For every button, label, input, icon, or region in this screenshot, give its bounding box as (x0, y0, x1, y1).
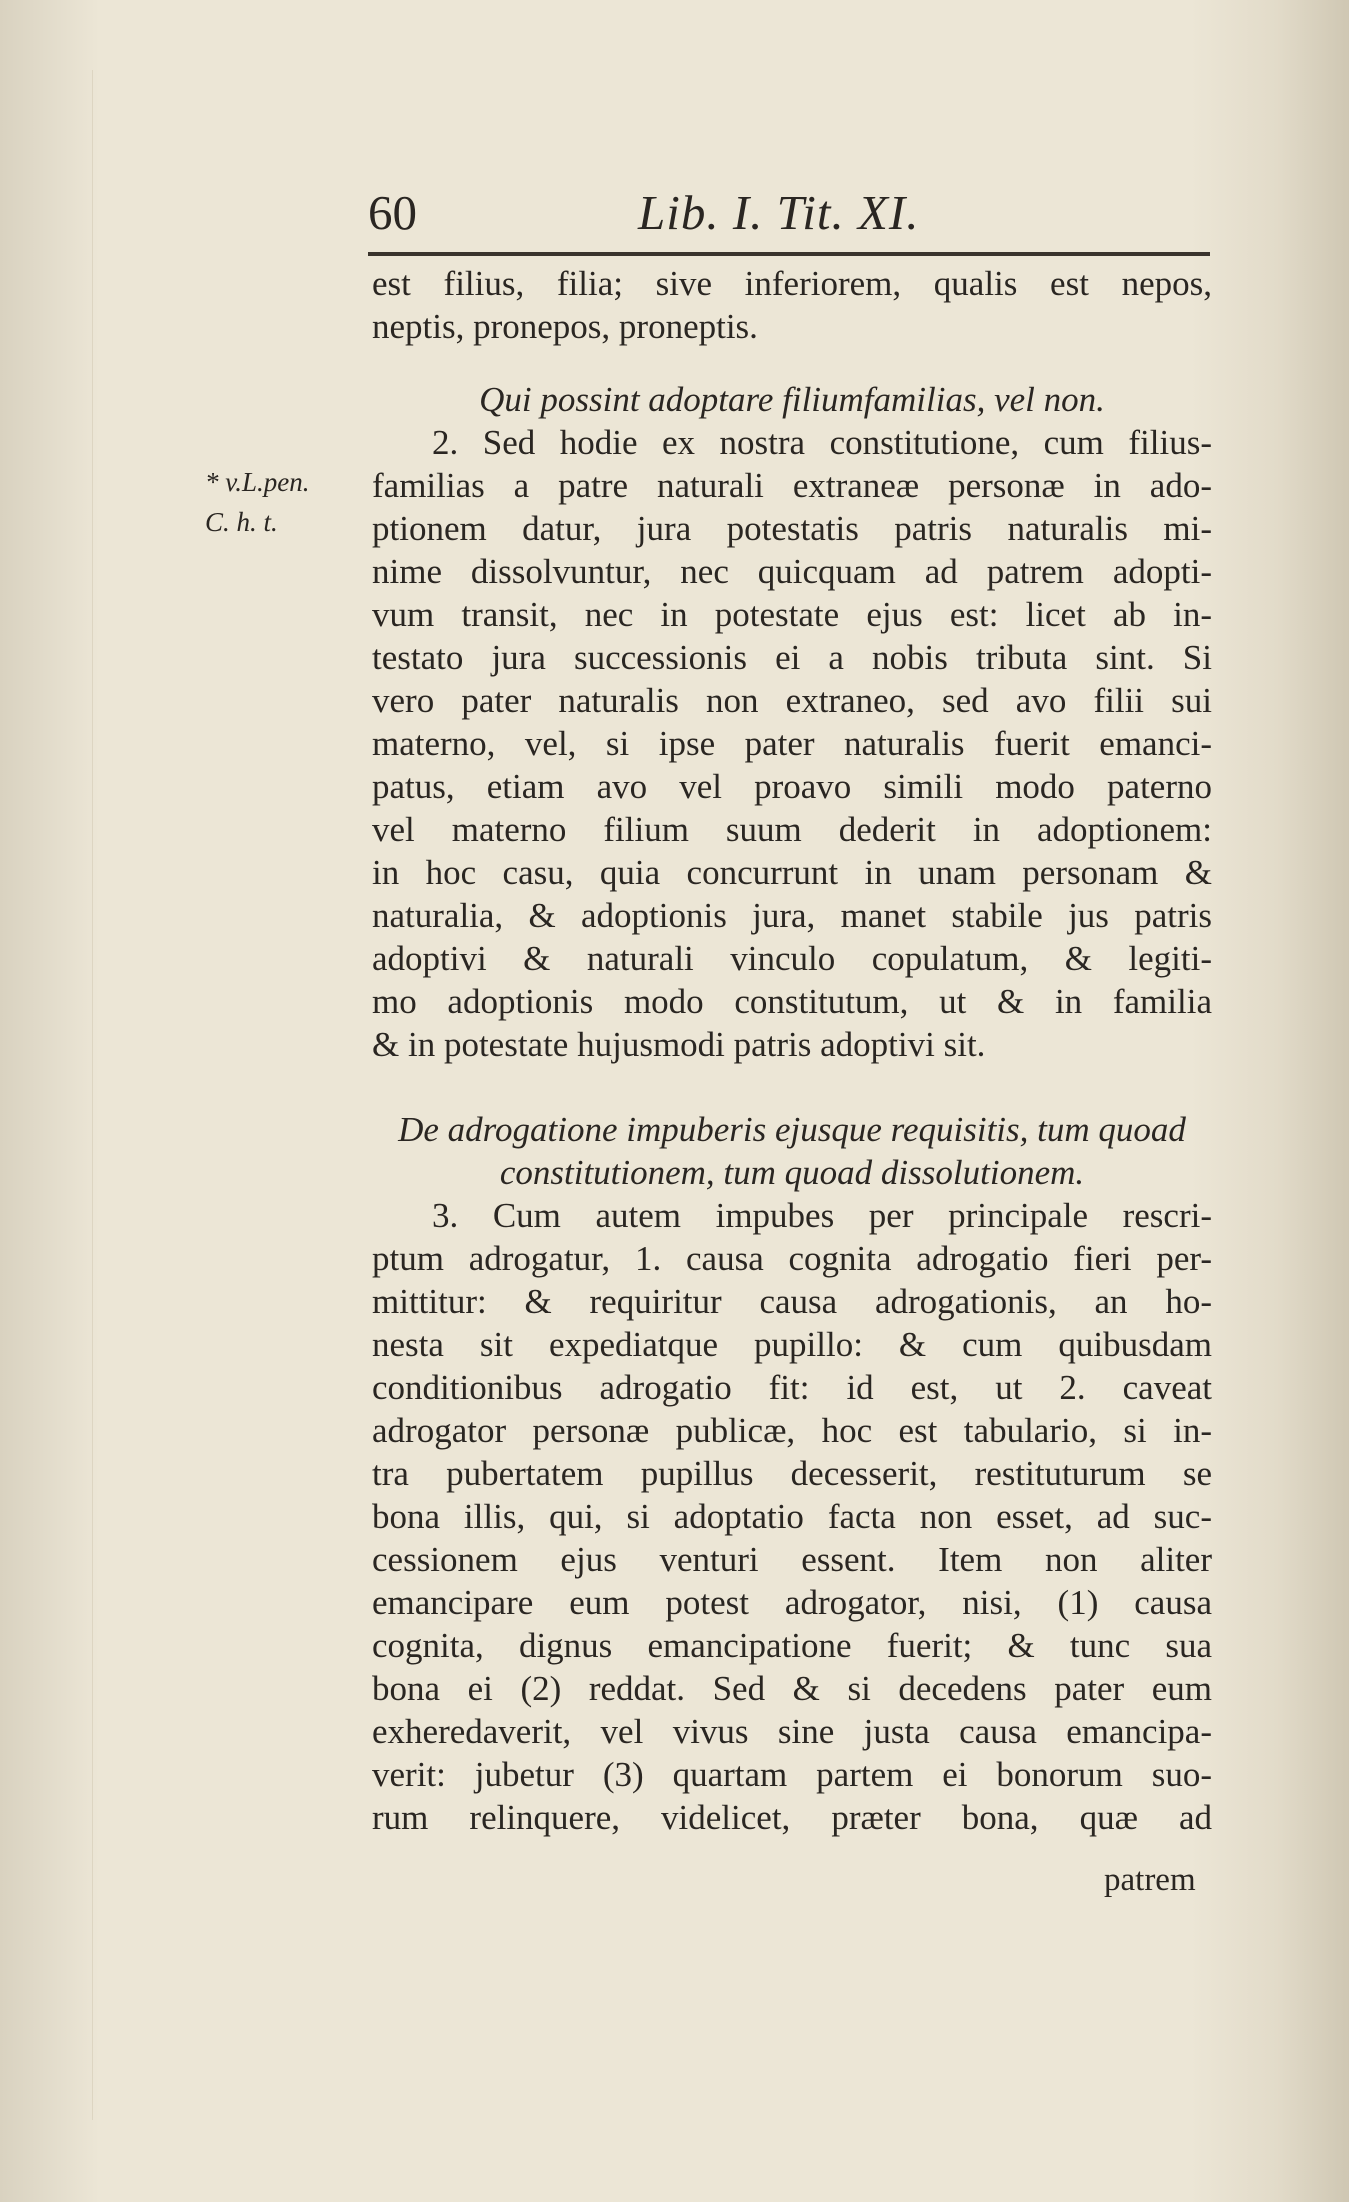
text-line: conditionibus adrogatio fit: id est, ut 2. caveat (372, 1368, 1212, 1407)
margin-note (205, 462, 365, 542)
text-line: in hoc casu, quia concurrunt in unam personam & (372, 853, 1212, 892)
text-block (372, 262, 1212, 1839)
paragraph-2 (372, 421, 1212, 1066)
text-line: nime dissolvuntur, nec quicquam ad patrem adopti- (372, 552, 1212, 591)
text-line: ptum adrogatur, 1. causa cognita adrogatio fieri per- (372, 1239, 1212, 1278)
margin-note-line: C. h. t. (205, 507, 278, 537)
text-line: vel materno filium suum dederit in adoptionem: (372, 810, 1212, 849)
text-line: 3. Cum autem impubes per principale rescri- (432, 1196, 1212, 1235)
text-line: 2. Sed hodie ex nostra constitutione, cum filius- (432, 423, 1212, 462)
text-line: materno, vel, si ipse pater naturalis fuerit emanci- (372, 724, 1212, 763)
text-line: patus, etiam avo vel proavo simili modo paterno (372, 767, 1212, 806)
text-line: verit: jubetur (3) quartam partem ei bonorum suo- (372, 1755, 1212, 1794)
text-line: est filius, filia; sive inferiorem, qualis est nepos, (372, 264, 1212, 303)
text-line: bona ei (2) reddat. Sed & si decedens pater eum (372, 1669, 1212, 1708)
section-heading: Qui possint adoptare filiumfamilias, vel non. (479, 380, 1105, 419)
text-line: vero pater naturalis non extraneo, sed avo filii sui (372, 681, 1212, 720)
running-head: Lib. I. Tit. XI. (638, 185, 920, 240)
catchword: patrem (1104, 1862, 1196, 1898)
section-heading: De adrogatione impuberis ejusque requisitis, tum quoad (398, 1110, 1186, 1149)
text-line: neptis, pronepos, proneptis. (372, 307, 758, 346)
text-line: cessionem ejus venturi essent. Item non aliter (372, 1540, 1212, 1579)
text-line: emancipare eum potest adrogator, nisi, (1) causa (372, 1583, 1212, 1622)
text-line: naturalia, & adoptionis jura, manet stabile jus patris (372, 896, 1212, 935)
header-rule (368, 252, 1210, 256)
text-line: rum relinquere, videlicet, præter bona, quæ ad (372, 1798, 1212, 1837)
page-header (368, 180, 1218, 250)
section-heading-continued: constitutionem, tum quoad dissolutionem. (499, 1153, 1085, 1192)
page-number: 60 (368, 185, 417, 240)
text-line: familias a patre naturali extraneæ personæ in ado- (372, 466, 1212, 505)
text-line: vum transit, nec in potestate ejus est: licet ab in- (372, 595, 1212, 634)
text-line: adrogator personæ publicæ, hoc est tabulario, si in- (372, 1411, 1212, 1450)
text-line: nesta sit expediatque pupillo: & cum quibusdam (372, 1325, 1212, 1364)
text-line: bona illis, qui, si adoptatio facta non esset, ad suc- (372, 1497, 1212, 1536)
text-line: testato jura successionis ei a nobis tributa sint. Si (372, 638, 1212, 677)
text-line: & in potestate hujusmodi patris adoptivi sit. (372, 1025, 986, 1064)
text-line: adoptivi & naturali vinculo copulatum, & legiti- (372, 939, 1212, 978)
text-line: tra pubertatem pupillus decesserit, restituturum se (372, 1454, 1212, 1493)
text-line: ptionem datur, jura potestatis patris naturalis mi- (372, 509, 1212, 548)
page-edge-left (0, 0, 100, 2202)
text-line: mo adoptionis modo constitutum, ut & in familia (372, 982, 1212, 1021)
text-line: mittitur: & requiritur causa adrogationis, an ho- (372, 1282, 1212, 1321)
paragraph-1 (372, 262, 1212, 348)
margin-note-line: * v.L.pen. (205, 467, 310, 497)
text-line: exheredaverit, vel vivus sine justa causa emancipa- (372, 1712, 1212, 1751)
paragraph-3 (372, 1194, 1212, 1839)
text-line: cognita, dignus emancipatione fuerit; & tunc sua (372, 1626, 1212, 1665)
